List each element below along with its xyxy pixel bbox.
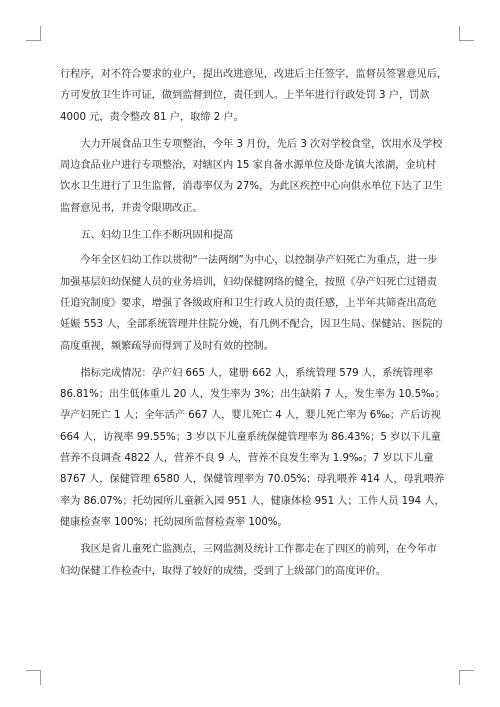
- text-line: 指标完成情况：孕产妇 665 人，建册 662 人，系统管理 579 人，系统管理率: [80, 367, 434, 379]
- section-heading: [60, 225, 445, 246]
- crop-mark-top-left: [26, 26, 41, 41]
- text-line: 孕产妇死亡 1 人；全年活产 667 人，婴儿死亡 4 人，婴儿死亡率为 6‰；产后访视: [60, 410, 441, 422]
- text-line: 健康检查率 100%；托幼园所监督检查率 100%。: [60, 516, 288, 528]
- text-line: 任追究制度》要求，增强了各级政府和卫生行政人员的责任感，上半年共筛查出高危: [60, 297, 437, 309]
- text-line: 我区是省儿童死亡监测点，三网监测及统计工作都走在了四区的前列，在今年市: [80, 544, 437, 556]
- text-line: 行程序，对不符合要求的业户，提出改进意见，改进后主任签字，监督员签署意见后，: [60, 69, 448, 80]
- text-line: 664 人，访视率 99.55%；3 岁以下儿童系统保健管理率为 86.43%；5 岁以下儿童: [60, 431, 441, 443]
- text-line: 监督意见书，并责令限期改正。: [60, 202, 203, 214]
- text-line: 饮水卫生进行了卫生监督，消毒率仅为 27%，为此区疾控中心向供水单位下达了卫生: [60, 181, 443, 193]
- paragraph-monitoring: [60, 539, 445, 582]
- paragraph-food-hygiene: [60, 134, 445, 219]
- paragraph-indicators: [60, 363, 445, 533]
- text-line: 86.81%；出生低体重儿 20 人，发生率为 3%；出生缺陷 7 人，发生率为 10.5‰；: [60, 389, 445, 401]
- text-line: 4000 元，责令整改 81 户，取缔 2 户。: [60, 111, 244, 123]
- text-line: 妇幼保健工作检查中，取得了较好的成绩，受到了上级部门的高度评价。: [60, 565, 386, 577]
- text-line: 8767 人，保健管理 6580 人，保健管理率为 70.05%；母乳喂养 414 人，母乳喂养: [60, 474, 445, 486]
- text-line: 方可发放卫生许可证，做到监督到位，责任到人。上半年进行行政处罚 3 户，罚款: [60, 90, 430, 102]
- text-line: 周边食品业户进行专项整治，对辖区内 15 家自备水源单位及卧龙镇大浓湖，金坑村: [60, 160, 436, 172]
- crop-mark-bottom-right: [459, 670, 474, 685]
- document-body: [60, 64, 448, 588]
- text-line: 妊娠 553 人，全部系统管理并住院分娩，有几例不配合，因卫生局、保健站、医院的: [60, 319, 443, 331]
- paragraph-maternal-child: [60, 250, 445, 356]
- crop-mark-bottom-left: [26, 670, 41, 685]
- text-line: 高度重视，频繁疏导而得到了及时有效的控制。: [60, 340, 274, 352]
- text-line: 今年全区妇幼工作以贯彻“一法两纲”为中心，以控制孕产妇死亡为重点，进一步: [80, 255, 438, 267]
- paragraph-licensing: [60, 64, 448, 128]
- crop-mark-top-right: [459, 26, 474, 41]
- text-line: 率为 86.07%；托幼园所儿童新入园 951 人，健康体检 951 人；工作人员 194 人，: [60, 495, 445, 507]
- text-line: 营养不良调查 4822 人，营养不良 9 人，营养不良发生率为 1.9‰；7 岁以下儿童: [60, 453, 434, 465]
- heading-text: 五、妇幼卫生工作不断巩固和提高: [80, 230, 234, 242]
- text-line: 大力开展食品卫生专项整治，今年 3 月份，先后 3 次对学校食堂，饮用水及学校: [80, 138, 443, 150]
- text-line: 加强基层妇幼保健人员的业务培训，妇幼保健网络的健全，按照《孕产妇死亡过错责: [60, 276, 437, 288]
